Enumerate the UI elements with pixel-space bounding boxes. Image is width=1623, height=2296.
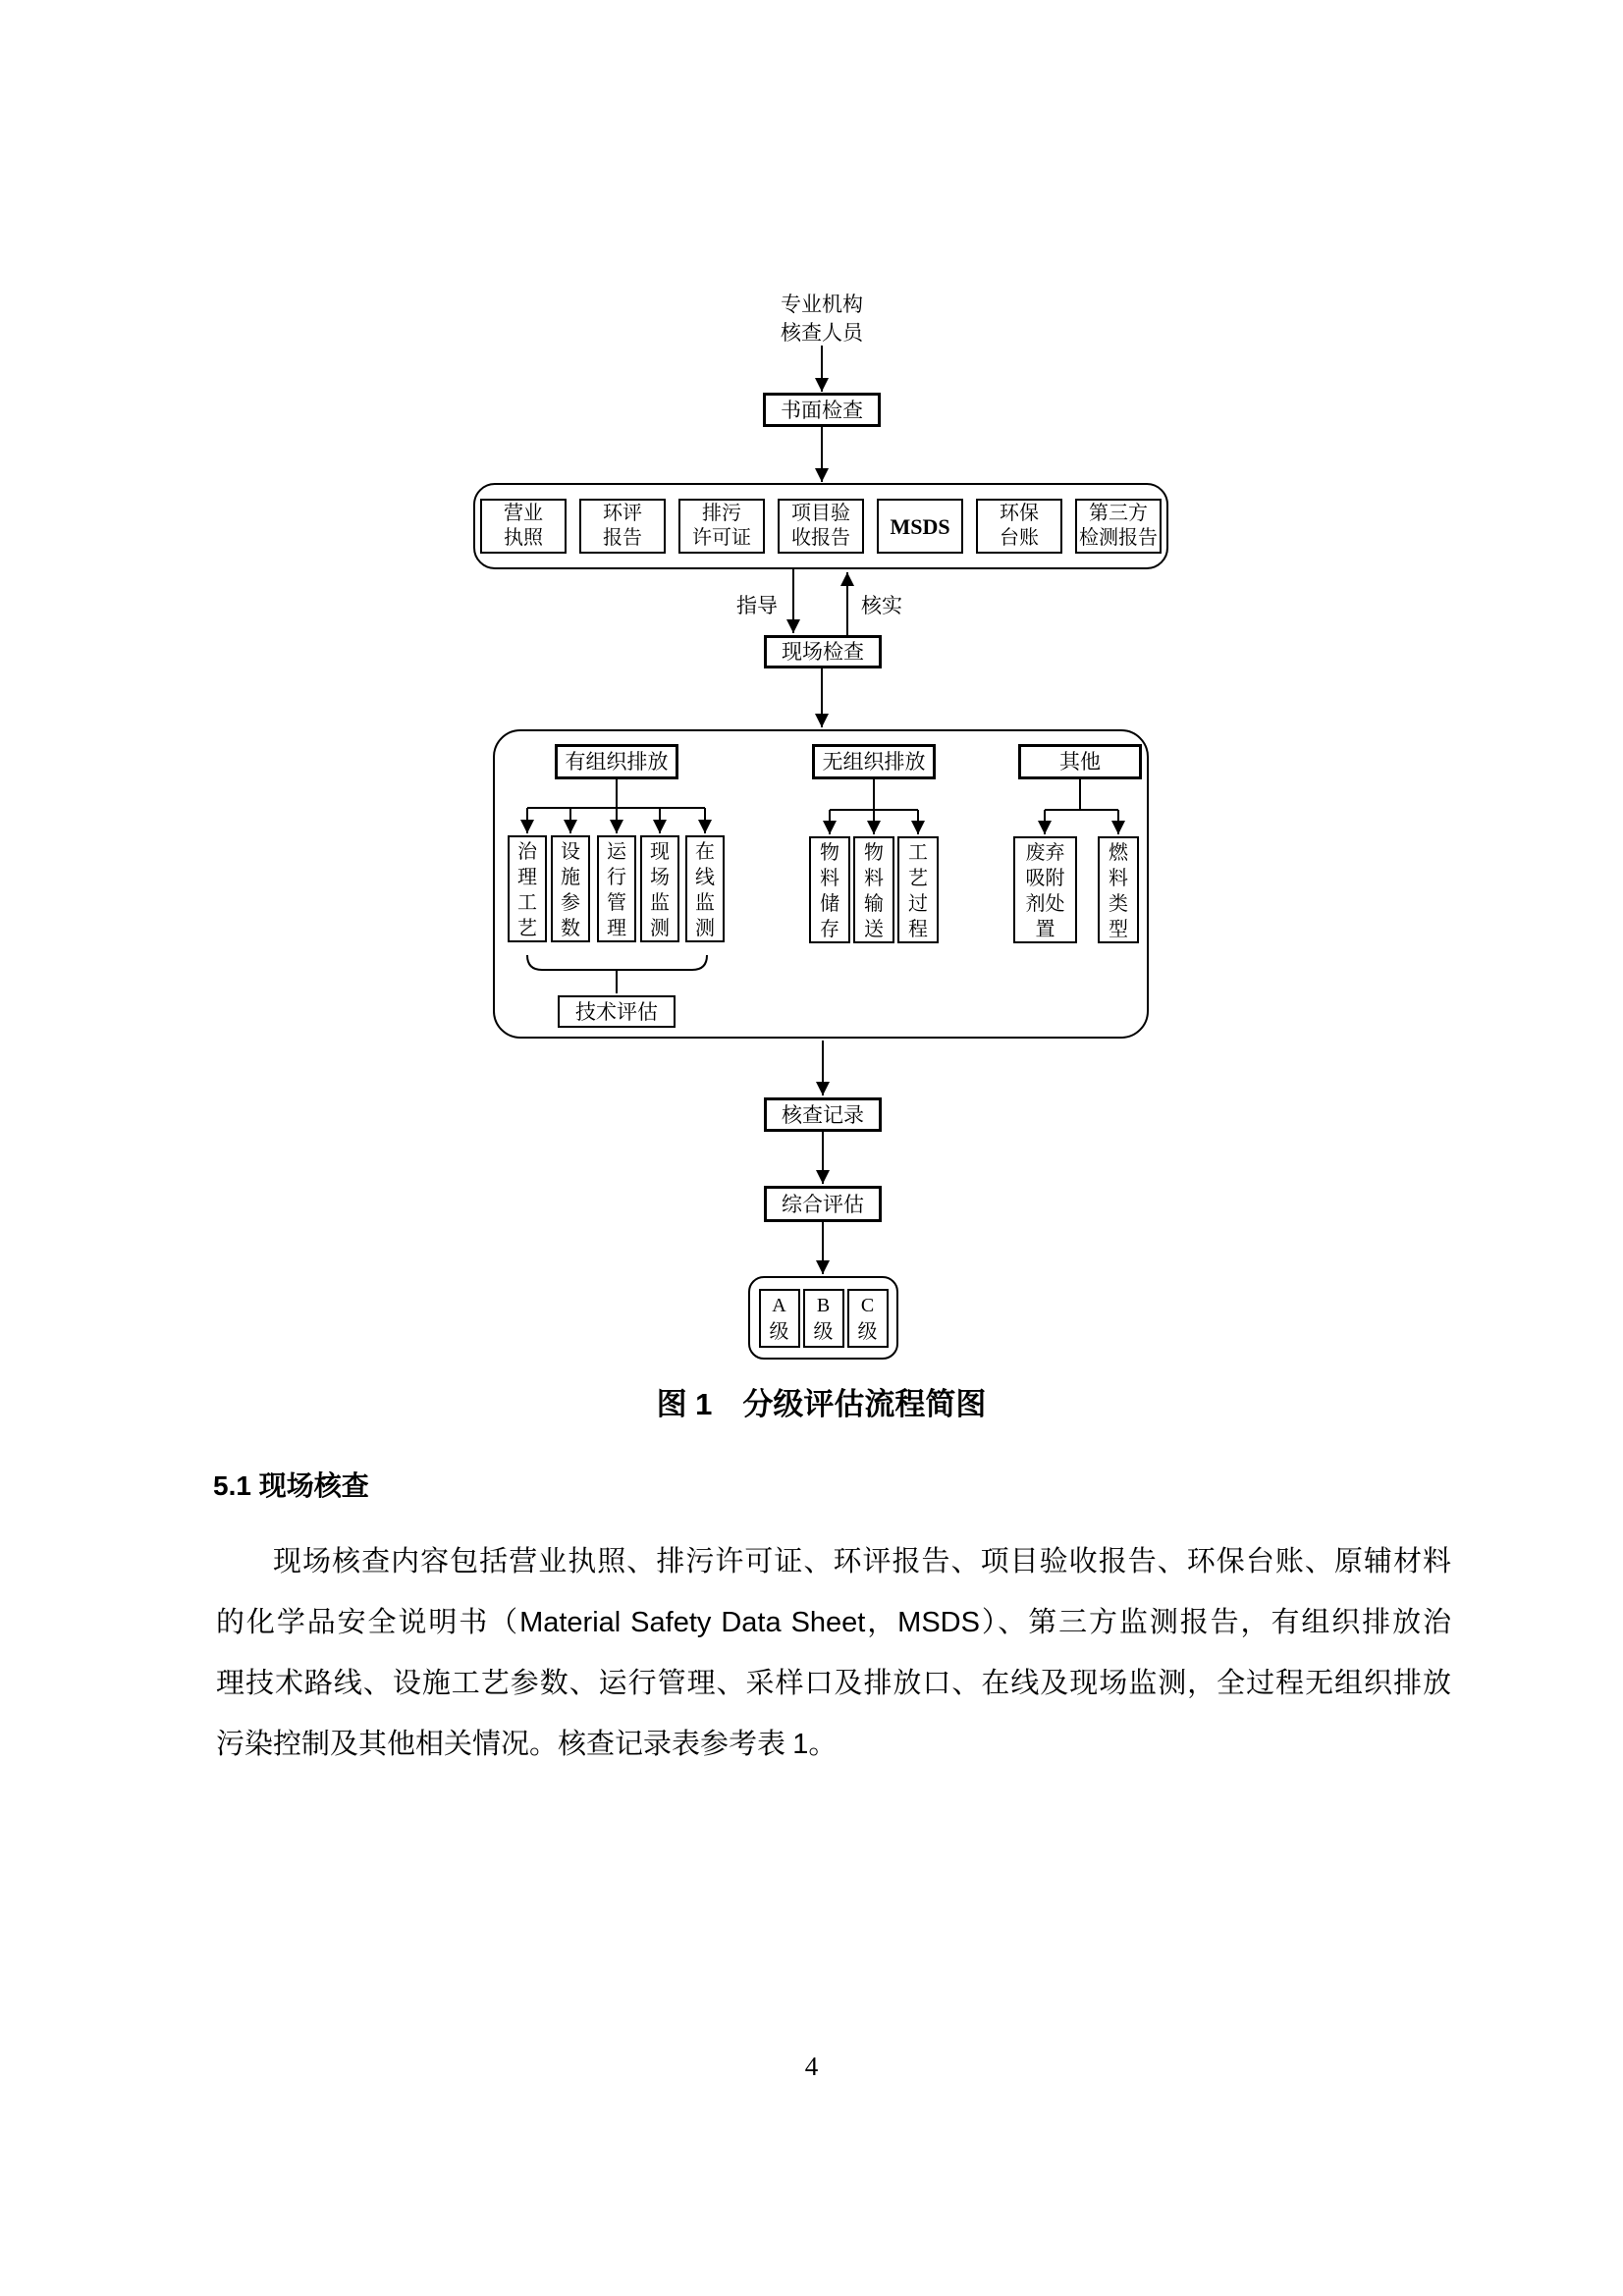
figure-caption: 图 1 分级评估流程简图 — [656, 1387, 987, 1421]
child-online-monitoring: 在线监测 — [685, 835, 725, 942]
node-verification-record — [764, 1097, 882, 1132]
doc-line: 收报告 — [791, 527, 850, 549]
grade-suffix: 级 — [813, 1320, 834, 1343]
paragraph-latin-text: 1 — [792, 1729, 809, 1760]
child-site-monitoring: 现场监测 — [640, 835, 679, 942]
branch-label: 无组织排放 — [822, 750, 926, 774]
node-desk-review-label: 书面检查 — [781, 398, 863, 422]
doc-line: 环保 — [1000, 503, 1039, 524]
grade-b — [803, 1289, 844, 1348]
paragraph-text: 理技术路线、设施工艺参数、运行管理、采样口及排放口、在线及现场监测，全过程无组织排放 — [216, 1668, 1451, 1699]
paragraph-line-4 — [216, 1714, 1451, 1775]
page-number: 4 — [804, 2052, 819, 2081]
child-facility-parameters: 设施参数 — [551, 835, 590, 942]
node-site-inspection — [764, 635, 882, 668]
branch-unorganized-emission-box — [812, 744, 936, 779]
node-comprehensive-assessment-label: 综合评估 — [782, 1192, 864, 1216]
child-fuel-type: 燃料类型 — [1098, 836, 1139, 943]
node-comprehensive-assessment — [764, 1186, 882, 1222]
branch-label: 有组织排放 — [565, 750, 669, 774]
doc-msds — [877, 499, 963, 554]
section-heading: 5.1 现场核查 — [213, 1470, 369, 1501]
doc-line: 执照 — [504, 527, 543, 549]
paragraph-line-2 — [216, 1592, 1451, 1653]
paragraph-line-1 — [216, 1531, 1451, 1592]
paragraph-latin-text: Material Safety Data Sheet，MSDS — [519, 1607, 980, 1638]
child-material-transfer: 物料输送 — [853, 836, 894, 943]
paragraph-text: 污染控制及其他相关情况。核查记录表参考表 — [216, 1729, 793, 1760]
paragraph-line-3 — [216, 1653, 1451, 1714]
grade-a — [759, 1289, 800, 1348]
paragraph-text: 。 — [808, 1729, 838, 1760]
doc-line: 检测报告 — [1079, 527, 1158, 549]
child-operation-management: 运行管理 — [597, 835, 636, 942]
doc-line: 排污 — [702, 503, 741, 524]
paragraph-text: 现场核查内容包括营业执照、排污许可证、环评报告、项目验收报告、环保台账、原辅材料 — [273, 1546, 1451, 1577]
edge-label-guide: 指导 — [736, 594, 778, 617]
branch-label: 其他 — [1059, 750, 1101, 774]
doc-line: 台账 — [1000, 527, 1039, 549]
grades-container — [748, 1276, 898, 1360]
node-tech-assessment — [558, 995, 676, 1028]
doc-line: 营业 — [504, 503, 543, 524]
grade-suffix: 级 — [857, 1320, 878, 1343]
branch-other-box — [1018, 744, 1142, 779]
doc-line: 许可证 — [692, 527, 751, 549]
grade-letter: A — [772, 1294, 786, 1316]
grade-c — [847, 1289, 889, 1348]
doc-business-license — [480, 499, 567, 554]
actor-label — [743, 291, 900, 347]
node-desk-review — [763, 393, 881, 427]
actor-line1: 专业机构 — [781, 293, 863, 316]
grade-letter: B — [816, 1294, 831, 1316]
node-site-inspection-label: 现场检查 — [782, 640, 864, 664]
doc-line: 项目验 — [791, 503, 850, 524]
node-verification-record-label: 核查记录 — [782, 1102, 864, 1127]
paragraph-text: 的化学品安全说明书（ — [216, 1607, 520, 1638]
body-paragraph — [216, 1531, 1451, 1775]
doc-line: 第三方 — [1089, 503, 1148, 524]
doc-thirdparty-report — [1075, 499, 1162, 554]
doc-env-ledger — [976, 499, 1062, 554]
grade-suffix: 级 — [769, 1320, 789, 1343]
doc-line: 报告 — [603, 527, 642, 549]
branch-organized-emission-box — [555, 744, 678, 779]
child-spent-adsorbent-disposal: 废弃吸附剂处置 — [1013, 836, 1077, 943]
doc-line: MSDS — [890, 513, 950, 539]
node-tech-assessment-label: 技术评估 — [575, 999, 658, 1024]
child-treatment-process: 治理工艺 — [508, 835, 547, 942]
edge-label-verify: 核实 — [861, 594, 902, 617]
child-process: 工艺过程 — [897, 836, 939, 943]
doc-acceptance-report — [778, 499, 864, 554]
child-material-storage: 物料储存 — [809, 836, 850, 943]
paragraph-text: ）、第三方监测报告，有组织排放治 — [979, 1607, 1451, 1638]
doc-eia-report — [579, 499, 666, 554]
doc-line: 环评 — [603, 503, 642, 524]
documents-container — [473, 483, 1168, 569]
actor-line2: 核查人员 — [781, 321, 863, 345]
doc-discharge-permit — [678, 499, 765, 554]
grade-letter: C — [860, 1294, 875, 1316]
